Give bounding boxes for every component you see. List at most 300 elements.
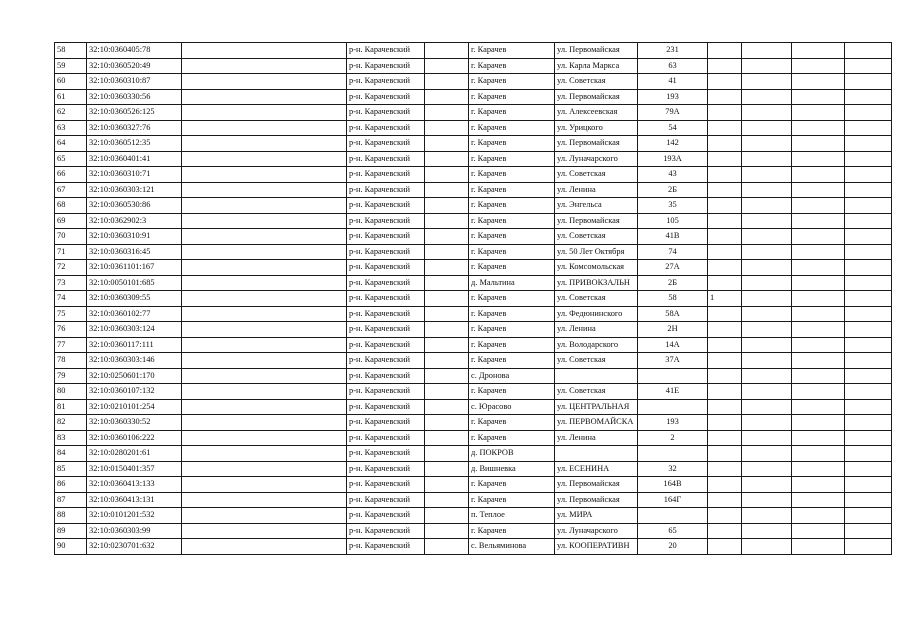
flat-number-cell bbox=[708, 306, 742, 322]
empty-cell bbox=[742, 167, 792, 183]
empty-cell bbox=[425, 120, 469, 136]
empty-cell bbox=[742, 89, 792, 105]
row-number-cell: 61 bbox=[55, 89, 87, 105]
empty-cell bbox=[792, 182, 845, 198]
empty-cell bbox=[742, 229, 792, 245]
cadastral-number-cell: 32:10:0360303:124 bbox=[87, 322, 182, 338]
settlement-cell: г. Карачев bbox=[469, 523, 555, 539]
house-number-cell: 74 bbox=[638, 244, 708, 260]
empty-cell bbox=[845, 368, 892, 384]
empty-cell bbox=[792, 213, 845, 229]
empty-cell bbox=[182, 43, 347, 59]
empty-cell bbox=[845, 539, 892, 555]
table-row bbox=[55, 337, 892, 353]
empty-cell bbox=[845, 151, 892, 167]
district-cell: р-н. Карачевский bbox=[347, 368, 425, 384]
flat-number-cell bbox=[708, 213, 742, 229]
district-cell: р-н. Карачевский bbox=[347, 523, 425, 539]
empty-cell bbox=[742, 291, 792, 307]
house-number-cell: 164В bbox=[638, 477, 708, 493]
street-cell: ул. Первомайская bbox=[555, 43, 638, 59]
house-number-cell: 27А bbox=[638, 260, 708, 276]
settlement-cell: г. Карачев bbox=[469, 260, 555, 276]
empty-cell bbox=[425, 275, 469, 291]
empty-cell bbox=[742, 461, 792, 477]
house-number-cell: 20 bbox=[638, 539, 708, 555]
empty-cell bbox=[742, 198, 792, 214]
flat-number-cell bbox=[708, 539, 742, 555]
empty-cell bbox=[182, 74, 347, 90]
empty-cell bbox=[182, 244, 347, 260]
empty-cell bbox=[742, 337, 792, 353]
empty-cell bbox=[425, 322, 469, 338]
empty-cell bbox=[425, 306, 469, 322]
flat-number-cell bbox=[708, 430, 742, 446]
cadastral-number-cell: 32:10:0101201:532 bbox=[87, 508, 182, 524]
flat-number-cell bbox=[708, 198, 742, 214]
empty-cell bbox=[425, 415, 469, 431]
empty-cell bbox=[425, 353, 469, 369]
settlement-cell: с. Дронова bbox=[469, 368, 555, 384]
street-cell: ул. Первомайская bbox=[555, 213, 638, 229]
street-cell: ул. Советская bbox=[555, 167, 638, 183]
empty-cell bbox=[792, 198, 845, 214]
district-cell: р-н. Карачевский bbox=[347, 120, 425, 136]
house-number-cell: 142 bbox=[638, 136, 708, 152]
flat-number-cell bbox=[708, 322, 742, 338]
district-cell: р-н. Карачевский bbox=[347, 353, 425, 369]
table-row bbox=[55, 322, 892, 338]
empty-cell bbox=[742, 384, 792, 400]
empty-cell bbox=[742, 399, 792, 415]
district-cell: р-н. Карачевский bbox=[347, 539, 425, 555]
empty-cell bbox=[845, 74, 892, 90]
empty-cell bbox=[845, 461, 892, 477]
empty-cell bbox=[742, 306, 792, 322]
table-row bbox=[55, 399, 892, 415]
empty-cell bbox=[182, 337, 347, 353]
house-number-cell: 65 bbox=[638, 523, 708, 539]
house-number-cell: 79А bbox=[638, 105, 708, 121]
table-row bbox=[55, 492, 892, 508]
flat-number-cell bbox=[708, 182, 742, 198]
empty-cell bbox=[182, 322, 347, 338]
cadastral-number-cell: 32:10:0360102:77 bbox=[87, 306, 182, 322]
register-rows bbox=[55, 43, 892, 555]
settlement-cell: г. Карачев bbox=[469, 477, 555, 493]
settlement-cell: г. Карачев bbox=[469, 58, 555, 74]
empty-cell bbox=[792, 461, 845, 477]
cadastral-number-cell: 32:10:0360106:222 bbox=[87, 430, 182, 446]
row-number-cell: 76 bbox=[55, 322, 87, 338]
empty-cell bbox=[792, 43, 845, 59]
empty-cell bbox=[425, 182, 469, 198]
row-number-cell: 88 bbox=[55, 508, 87, 524]
district-cell: р-н. Карачевский bbox=[347, 89, 425, 105]
flat-number-cell bbox=[708, 477, 742, 493]
empty-cell bbox=[845, 353, 892, 369]
empty-cell bbox=[792, 539, 845, 555]
house-number-cell: 2Б bbox=[638, 182, 708, 198]
empty-cell bbox=[425, 430, 469, 446]
empty-cell bbox=[845, 167, 892, 183]
settlement-cell: г. Карачев bbox=[469, 415, 555, 431]
empty-cell bbox=[742, 213, 792, 229]
empty-cell bbox=[845, 120, 892, 136]
empty-cell bbox=[845, 492, 892, 508]
empty-cell bbox=[182, 89, 347, 105]
empty-cell bbox=[182, 384, 347, 400]
cadastral-number-cell: 32:10:0250601:170 bbox=[87, 368, 182, 384]
property-register-table bbox=[54, 42, 892, 555]
row-number-cell: 67 bbox=[55, 182, 87, 198]
cadastral-number-cell: 32:10:0360303:99 bbox=[87, 523, 182, 539]
settlement-cell: г. Карачев bbox=[469, 89, 555, 105]
street-cell: ул. Советская bbox=[555, 291, 638, 307]
empty-cell bbox=[792, 415, 845, 431]
empty-cell bbox=[742, 105, 792, 121]
empty-cell bbox=[182, 492, 347, 508]
flat-number-cell bbox=[708, 368, 742, 384]
street-cell: ул. МИРА bbox=[555, 508, 638, 524]
settlement-cell: п. Теплое bbox=[469, 508, 555, 524]
district-cell: р-н. Карачевский bbox=[347, 58, 425, 74]
empty-cell bbox=[792, 229, 845, 245]
district-cell: р-н. Карачевский bbox=[347, 508, 425, 524]
table-row bbox=[55, 508, 892, 524]
empty-cell bbox=[845, 523, 892, 539]
flat-number-cell bbox=[708, 43, 742, 59]
flat-number-cell bbox=[708, 508, 742, 524]
house-number-cell bbox=[638, 368, 708, 384]
empty-cell bbox=[425, 136, 469, 152]
row-number-cell: 65 bbox=[55, 151, 87, 167]
street-cell: ул. Комсомольская bbox=[555, 260, 638, 276]
empty-cell bbox=[425, 477, 469, 493]
empty-cell bbox=[182, 136, 347, 152]
empty-cell bbox=[425, 523, 469, 539]
empty-cell bbox=[792, 399, 845, 415]
empty-cell bbox=[792, 167, 845, 183]
settlement-cell: г. Карачев bbox=[469, 291, 555, 307]
empty-cell bbox=[792, 430, 845, 446]
empty-cell bbox=[845, 198, 892, 214]
settlement-cell: г. Карачев bbox=[469, 213, 555, 229]
district-cell: р-н. Карачевский bbox=[347, 492, 425, 508]
cadastral-number-cell: 32:10:0360327:76 bbox=[87, 120, 182, 136]
empty-cell bbox=[742, 477, 792, 493]
street-cell: ул. Карла Маркса bbox=[555, 58, 638, 74]
street-cell: ул. Луначарского bbox=[555, 523, 638, 539]
table-row bbox=[55, 244, 892, 260]
empty-cell bbox=[182, 508, 347, 524]
cadastral-number-cell: 32:10:0360512:35 bbox=[87, 136, 182, 152]
empty-cell bbox=[742, 523, 792, 539]
settlement-cell: г. Карачев bbox=[469, 105, 555, 121]
settlement-cell: д. ПОКРОВ bbox=[469, 446, 555, 462]
table-row bbox=[55, 74, 892, 90]
street-cell: ул. КООПЕРАТИВН bbox=[555, 539, 638, 555]
row-number-cell: 74 bbox=[55, 291, 87, 307]
table-row bbox=[55, 306, 892, 322]
row-number-cell: 83 bbox=[55, 430, 87, 446]
empty-cell bbox=[845, 213, 892, 229]
settlement-cell: г. Карачев bbox=[469, 492, 555, 508]
empty-cell bbox=[742, 508, 792, 524]
empty-cell bbox=[425, 244, 469, 260]
house-number-cell: 32 bbox=[638, 461, 708, 477]
row-number-cell: 79 bbox=[55, 368, 87, 384]
cadastral-number-cell: 32:10:0150401:357 bbox=[87, 461, 182, 477]
empty-cell bbox=[792, 105, 845, 121]
empty-cell bbox=[182, 260, 347, 276]
row-number-cell: 71 bbox=[55, 244, 87, 260]
district-cell: р-н. Карачевский bbox=[347, 74, 425, 90]
street-cell: ул. 50 Лет Октября bbox=[555, 244, 638, 260]
row-number-cell: 80 bbox=[55, 384, 87, 400]
flat-number-cell bbox=[708, 120, 742, 136]
district-cell: р-н. Карачевский bbox=[347, 167, 425, 183]
cadastral-number-cell: 32:10:0210101:254 bbox=[87, 399, 182, 415]
cadastral-number-cell: 32:10:0360530:86 bbox=[87, 198, 182, 214]
row-number-cell: 66 bbox=[55, 167, 87, 183]
empty-cell bbox=[182, 477, 347, 493]
empty-cell bbox=[742, 43, 792, 59]
empty-cell bbox=[425, 384, 469, 400]
empty-cell bbox=[845, 43, 892, 59]
settlement-cell: г. Карачев bbox=[469, 337, 555, 353]
empty-cell bbox=[845, 306, 892, 322]
row-number-cell: 89 bbox=[55, 523, 87, 539]
district-cell: р-н. Карачевский bbox=[347, 136, 425, 152]
row-number-cell: 59 bbox=[55, 58, 87, 74]
street-cell: ул. Федюнинского bbox=[555, 306, 638, 322]
row-number-cell: 86 bbox=[55, 477, 87, 493]
cadastral-number-cell: 32:10:0360330:52 bbox=[87, 415, 182, 431]
empty-cell bbox=[425, 58, 469, 74]
street-cell: ул. Первомайская bbox=[555, 477, 638, 493]
empty-cell bbox=[845, 136, 892, 152]
empty-cell bbox=[742, 260, 792, 276]
district-cell: р-н. Карачевский bbox=[347, 399, 425, 415]
empty-cell bbox=[182, 539, 347, 555]
empty-cell bbox=[182, 306, 347, 322]
cadastral-number-cell: 32:10:0362902:3 bbox=[87, 213, 182, 229]
empty-cell bbox=[742, 353, 792, 369]
empty-cell bbox=[425, 198, 469, 214]
house-number-cell: 54 bbox=[638, 120, 708, 136]
row-number-cell: 68 bbox=[55, 198, 87, 214]
empty-cell bbox=[182, 275, 347, 291]
cadastral-number-cell: 32:10:0360303:146 bbox=[87, 353, 182, 369]
house-number-cell: 164Г bbox=[638, 492, 708, 508]
row-number-cell: 75 bbox=[55, 306, 87, 322]
settlement-cell: г. Карачев bbox=[469, 430, 555, 446]
street-cell bbox=[555, 368, 638, 384]
district-cell: р-н. Карачевский bbox=[347, 229, 425, 245]
house-number-cell bbox=[638, 399, 708, 415]
cadastral-number-cell: 32:10:0360316:45 bbox=[87, 244, 182, 260]
settlement-cell: г. Карачев bbox=[469, 322, 555, 338]
empty-cell bbox=[425, 151, 469, 167]
flat-number-cell bbox=[708, 384, 742, 400]
empty-cell bbox=[792, 322, 845, 338]
flat-number-cell bbox=[708, 260, 742, 276]
empty-cell bbox=[792, 306, 845, 322]
flat-number-cell bbox=[708, 167, 742, 183]
district-cell: р-н. Карачевский bbox=[347, 322, 425, 338]
row-number-cell: 70 bbox=[55, 229, 87, 245]
table-row bbox=[55, 120, 892, 136]
empty-cell bbox=[742, 430, 792, 446]
empty-cell bbox=[425, 446, 469, 462]
table-row bbox=[55, 291, 892, 307]
settlement-cell: г. Карачев bbox=[469, 244, 555, 260]
settlement-cell: г. Карачев bbox=[469, 151, 555, 167]
table-row bbox=[55, 430, 892, 446]
settlement-cell: г. Карачев bbox=[469, 384, 555, 400]
street-cell: ул. Урицкого bbox=[555, 120, 638, 136]
house-number-cell: 58А bbox=[638, 306, 708, 322]
house-number-cell bbox=[638, 446, 708, 462]
empty-cell bbox=[792, 151, 845, 167]
empty-cell bbox=[742, 74, 792, 90]
empty-cell bbox=[425, 492, 469, 508]
street-cell: ул. Советская bbox=[555, 384, 638, 400]
house-number-cell: 41Е bbox=[638, 384, 708, 400]
table-row bbox=[55, 260, 892, 276]
settlement-cell: с. Юрасово bbox=[469, 399, 555, 415]
street-cell: ул. Луначарского bbox=[555, 151, 638, 167]
table-row bbox=[55, 523, 892, 539]
row-number-cell: 85 bbox=[55, 461, 87, 477]
cadastral-number-cell: 32:10:0360310:71 bbox=[87, 167, 182, 183]
empty-cell bbox=[182, 151, 347, 167]
district-cell: р-н. Карачевский bbox=[347, 461, 425, 477]
street-cell: ул. Советская bbox=[555, 74, 638, 90]
empty-cell bbox=[845, 275, 892, 291]
empty-cell bbox=[425, 337, 469, 353]
flat-number-cell bbox=[708, 399, 742, 415]
row-number-cell: 69 bbox=[55, 213, 87, 229]
settlement-cell: г. Карачев bbox=[469, 136, 555, 152]
empty-cell bbox=[182, 291, 347, 307]
empty-cell bbox=[845, 322, 892, 338]
row-number-cell: 90 bbox=[55, 539, 87, 555]
empty-cell bbox=[182, 105, 347, 121]
empty-cell bbox=[425, 105, 469, 121]
empty-cell bbox=[792, 337, 845, 353]
street-cell: ул. ПРИВОКЗАЛЬН bbox=[555, 275, 638, 291]
table-row bbox=[55, 353, 892, 369]
flat-number-cell: 1 bbox=[708, 291, 742, 307]
district-cell: р-н. Карачевский bbox=[347, 182, 425, 198]
flat-number-cell bbox=[708, 151, 742, 167]
street-cell: ул. Первомайская bbox=[555, 492, 638, 508]
flat-number-cell bbox=[708, 105, 742, 121]
empty-cell bbox=[182, 399, 347, 415]
empty-cell bbox=[742, 120, 792, 136]
empty-cell bbox=[742, 322, 792, 338]
cadastral-number-cell: 32:10:0360310:87 bbox=[87, 74, 182, 90]
empty-cell bbox=[425, 368, 469, 384]
row-number-cell: 87 bbox=[55, 492, 87, 508]
empty-cell bbox=[845, 260, 892, 276]
district-cell: р-н. Карачевский bbox=[347, 430, 425, 446]
cadastral-number-cell: 32:10:0360107:132 bbox=[87, 384, 182, 400]
empty-cell bbox=[425, 260, 469, 276]
row-number-cell: 84 bbox=[55, 446, 87, 462]
empty-cell bbox=[792, 136, 845, 152]
district-cell: р-н. Карачевский bbox=[347, 198, 425, 214]
district-cell: р-н. Карачевский bbox=[347, 446, 425, 462]
empty-cell bbox=[182, 167, 347, 183]
table-row bbox=[55, 105, 892, 121]
empty-cell bbox=[845, 229, 892, 245]
settlement-cell: г. Карачев bbox=[469, 198, 555, 214]
empty-cell bbox=[182, 182, 347, 198]
empty-cell bbox=[182, 430, 347, 446]
empty-cell bbox=[792, 275, 845, 291]
table-row bbox=[55, 136, 892, 152]
row-number-cell: 63 bbox=[55, 120, 87, 136]
house-number-cell: 2Н bbox=[638, 322, 708, 338]
empty-cell bbox=[845, 508, 892, 524]
cadastral-number-cell: 32:10:0361101:167 bbox=[87, 260, 182, 276]
house-number-cell bbox=[638, 508, 708, 524]
cadastral-number-cell: 32:10:0360309:55 bbox=[87, 291, 182, 307]
empty-cell bbox=[845, 477, 892, 493]
empty-cell bbox=[792, 244, 845, 260]
empty-cell bbox=[182, 229, 347, 245]
empty-cell bbox=[742, 136, 792, 152]
empty-cell bbox=[845, 337, 892, 353]
table-row bbox=[55, 415, 892, 431]
district-cell: р-н. Карачевский bbox=[347, 244, 425, 260]
empty-cell bbox=[792, 477, 845, 493]
house-number-cell: 2 bbox=[638, 430, 708, 446]
empty-cell bbox=[182, 368, 347, 384]
street-cell: ул. Ленина bbox=[555, 322, 638, 338]
empty-cell bbox=[182, 353, 347, 369]
empty-cell bbox=[845, 105, 892, 121]
settlement-cell: г. Карачев bbox=[469, 306, 555, 322]
empty-cell bbox=[792, 74, 845, 90]
empty-cell bbox=[792, 523, 845, 539]
empty-cell bbox=[425, 74, 469, 90]
empty-cell bbox=[742, 446, 792, 462]
table-row bbox=[55, 446, 892, 462]
street-cell: ул. Советская bbox=[555, 229, 638, 245]
empty-cell bbox=[792, 89, 845, 105]
district-cell: р-н. Карачевский bbox=[347, 151, 425, 167]
cadastral-number-cell: 32:10:0360526:125 bbox=[87, 105, 182, 121]
district-cell: р-н. Карачевский bbox=[347, 477, 425, 493]
street-cell: ул. Первомайская bbox=[555, 89, 638, 105]
street-cell: ул. Первомайская bbox=[555, 136, 638, 152]
district-cell: р-н. Карачевский bbox=[347, 291, 425, 307]
flat-number-cell bbox=[708, 275, 742, 291]
street-cell: ул. Володарского bbox=[555, 337, 638, 353]
settlement-cell: г. Карачев bbox=[469, 120, 555, 136]
flat-number-cell bbox=[708, 415, 742, 431]
empty-cell bbox=[792, 492, 845, 508]
flat-number-cell bbox=[708, 89, 742, 105]
empty-cell bbox=[742, 151, 792, 167]
empty-cell bbox=[845, 291, 892, 307]
district-cell: р-н. Карачевский bbox=[347, 306, 425, 322]
empty-cell bbox=[182, 213, 347, 229]
